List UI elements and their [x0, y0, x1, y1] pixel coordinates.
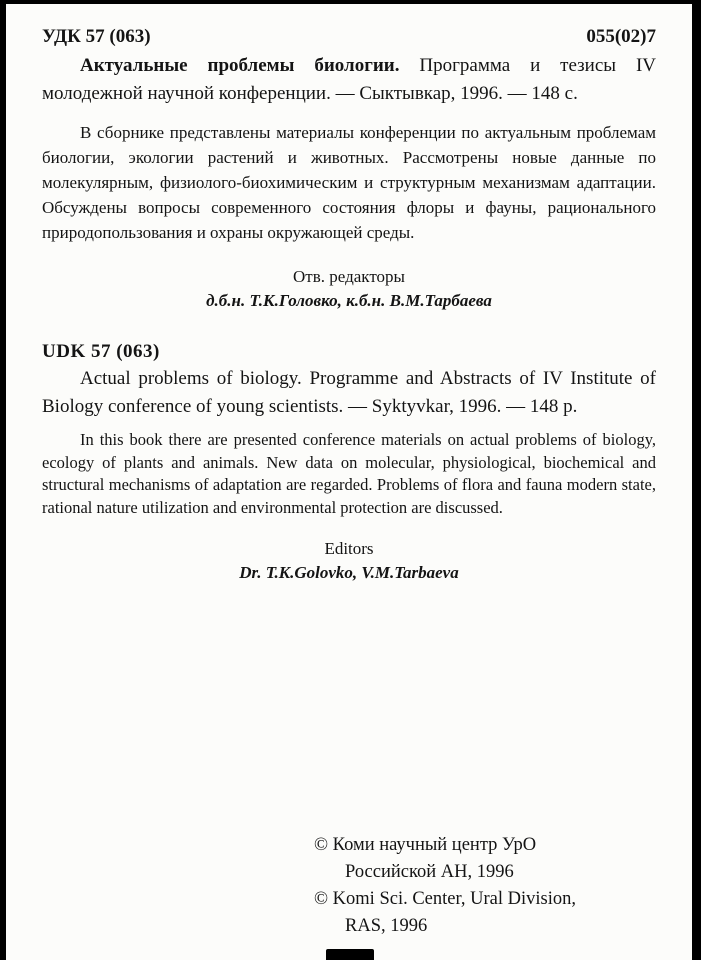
copyright-russian-line2: Российской АН, 1996: [345, 862, 514, 882]
catalog-code: 055(02)7: [586, 26, 656, 47]
page-content: [6, 4, 692, 585]
english-editors-label: Editors: [324, 539, 374, 558]
english-title-rest: Programme and Abstracts of IV Institute of Biology conference of young scientists. — Syktyvkar, 1996. — 148 p.: [42, 368, 657, 417]
russian-title: Актуальные проблемы биологии.: [80, 55, 400, 76]
udk-code-russian: УДК 57 (063): [42, 26, 151, 47]
scan-artifact-bottom-edge: [326, 949, 374, 960]
copyright-block: [314, 832, 576, 940]
russian-editors-label: Отв. редакторы: [293, 267, 405, 286]
russian-abstract: В сборнике представлены материалы конференции по актуальным проблемам биологии, экологии растений и животных. Рассмотрены новые данные по молекулярным, физиолого-биохимическим и структурным механизмам адаптации. Обсуждены вопросы современного состояния флоры и фауны, рационального природопользования и охраны окружающей среды.: [42, 123, 656, 242]
udk-code-english: UDK 57 (063): [42, 341, 160, 362]
copyright-russian-line1: © Коми научный центр УрО: [314, 835, 537, 855]
english-section: [42, 341, 656, 585]
copyright-entry-english: [314, 886, 576, 940]
english-bibliographic-entry: [42, 365, 656, 421]
english-title: Actual problems of biology.: [80, 368, 302, 389]
russian-title-rest: Программа и тезисы IV молодежной научной конференции. — Сыктывкар, 1996. — 148 с.: [42, 55, 656, 104]
russian-bibliographic-entry: [42, 52, 656, 108]
english-editors-names: Dr. T.K.Golovko, V.M.Tarbaeva: [239, 563, 459, 582]
english-abstract: In this book there are presented conference materials on actual problems of biology, ecology of plants and animals. New data on molecular, physiological, biochemical and structural mechanisms of adaptation are regarded. Problems of flora and fauna modern state, rational nature utilization and environmental protection are discussed.: [42, 430, 656, 517]
english-editors-block: [42, 537, 656, 585]
copyright-entry-russian: [314, 832, 576, 886]
header-row: [42, 26, 656, 48]
russian-editors-names: д.б.н. Т.К.Головко, к.б.н. В.М.Тарбаева: [206, 291, 492, 310]
copyright-english-line2: RAS, 1996: [345, 916, 428, 936]
russian-editors-block: [42, 265, 656, 313]
copyright-english-line1: © Komi Sci. Center, Ural Division,: [314, 889, 577, 909]
